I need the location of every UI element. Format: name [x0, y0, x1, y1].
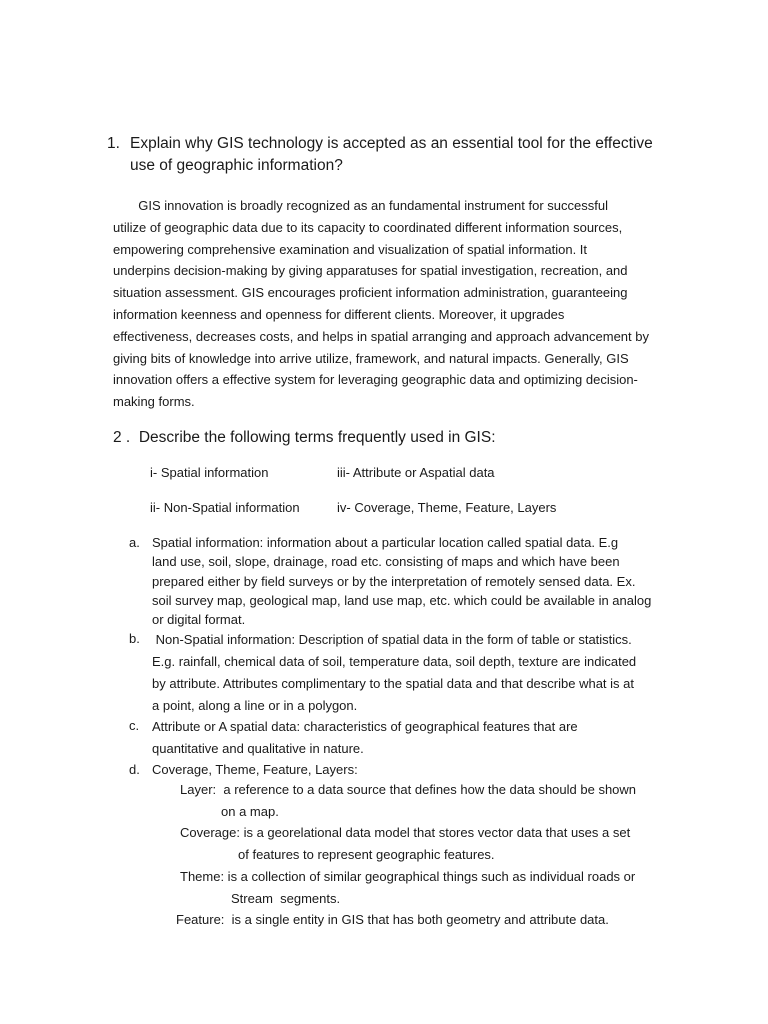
list-line: a point, along a line or in a polygon.: [152, 697, 358, 713]
list-line: land use, soil, slope, drainage, road etc. consisting of maps and which have been: [152, 554, 620, 570]
definition-line: Theme: is a collection of similar geographical things such as individual roads or: [180, 869, 636, 884]
list-line: E.g. rainfall, chemical data of soil, temperature data, soil depth, texture are indicated: [152, 654, 637, 670]
term-iv: iv- Coverage, Theme, Feature, Layers: [337, 500, 557, 515]
answer-line: making forms.: [113, 394, 195, 410]
definition-theme: [180, 866, 635, 909]
question-1-line: Explain why GIS technology is accepted as an essential tool for the effective: [130, 135, 653, 152]
definition-coverage: [180, 822, 630, 865]
definition-line: Feature: is a single entity in GIS that has both geometry and attribute data.: [176, 912, 609, 927]
list-line: Coverage, Theme, Feature, Layers:: [152, 761, 358, 777]
list-line: Spatial information: information about a particular location called spatial data. E.g: [152, 535, 619, 550]
definition-layer: [180, 779, 636, 822]
answer-line: GIS innovation is broadly recognized as an fundamental instrument for successful: [113, 198, 608, 213]
list-line: Non-Spatial information: Description of spatial data in the form of table or statistics.: [152, 632, 632, 648]
list-line: quantitative and qualitative in nature.: [152, 741, 364, 756]
definition-line: on a map.: [221, 803, 279, 819]
question-1: [107, 133, 687, 177]
list-marker: c.: [129, 718, 140, 734]
question-1-text: [107, 133, 687, 177]
list-line: or digital format.: [152, 612, 246, 628]
term-iii: iii- Attribute or Aspatial data: [337, 465, 495, 480]
answer-line: underpins decision-making by giving apparatuses for spatial investigation, recreation, and: [113, 263, 628, 279]
list-item-d: [129, 760, 689, 779]
definition-line: Coverage: is a georelational data model that stores vector data that uses a set: [180, 825, 631, 840]
answer-line: empowering comprehensive examination and visualization of spatial information. It: [113, 241, 588, 257]
definition-feature: [176, 909, 609, 931]
list-item-a: [129, 533, 689, 629]
list-marker: d.: [129, 761, 140, 777]
definition-line: of features to represent geographic features.: [238, 846, 495, 862]
list-item-c: [129, 716, 689, 759]
list-line: prepared either by field surveys or by the interpretation of remotely sensed data. Ex.: [152, 573, 636, 589]
answer-line: situation assessment. GIS encourages proficient information administration, guaranteeing: [113, 285, 628, 301]
list-marker: b.: [129, 631, 140, 647]
answer-1-paragraph: [113, 195, 688, 413]
answer-line: innovation offers a effective system for leveraging geographic data and optimizing decision-: [113, 372, 638, 388]
definition-line: Layer: a reference to a data source that defines how the data should be shown: [180, 782, 637, 797]
question-1-line: use of geographic information?: [130, 157, 343, 174]
question-1-number: 1.: [107, 135, 120, 152]
answer-2-list: [129, 533, 689, 779]
list-line: Attribute or A spatial data: characteristics of geographical features that are: [152, 719, 578, 735]
list-marker: a.: [129, 535, 140, 550]
answer-line: effectiveness, decreases costs, and helps in spatial arranging and approach advancement by: [113, 328, 649, 344]
list-item-b: [129, 629, 689, 716]
list-line: by attribute. Attributes complimentary to the spatial data and that describe what is at: [152, 675, 634, 691]
list-line: soil survey map, geological map, land use map, etc. which could be available in analog: [152, 592, 652, 608]
answer-line: giving bits of knowledge into arrive utilize, framework, and natural impacts. Generally, GIS: [113, 350, 629, 366]
answer-line: utilize of geographic data due to its capacity to coordinated different information sources,: [113, 219, 623, 235]
question-2-heading: 2 . Describe the following terms frequently used in GIS:: [113, 429, 496, 446]
definition-line: Stream segments.: [231, 890, 341, 906]
term-ii: ii- Non-Spatial information: [150, 500, 300, 515]
answer-line: information keenness and openness for different clients. Moreover, it upgrades: [113, 306, 565, 322]
term-i: i- Spatial information: [150, 465, 269, 480]
